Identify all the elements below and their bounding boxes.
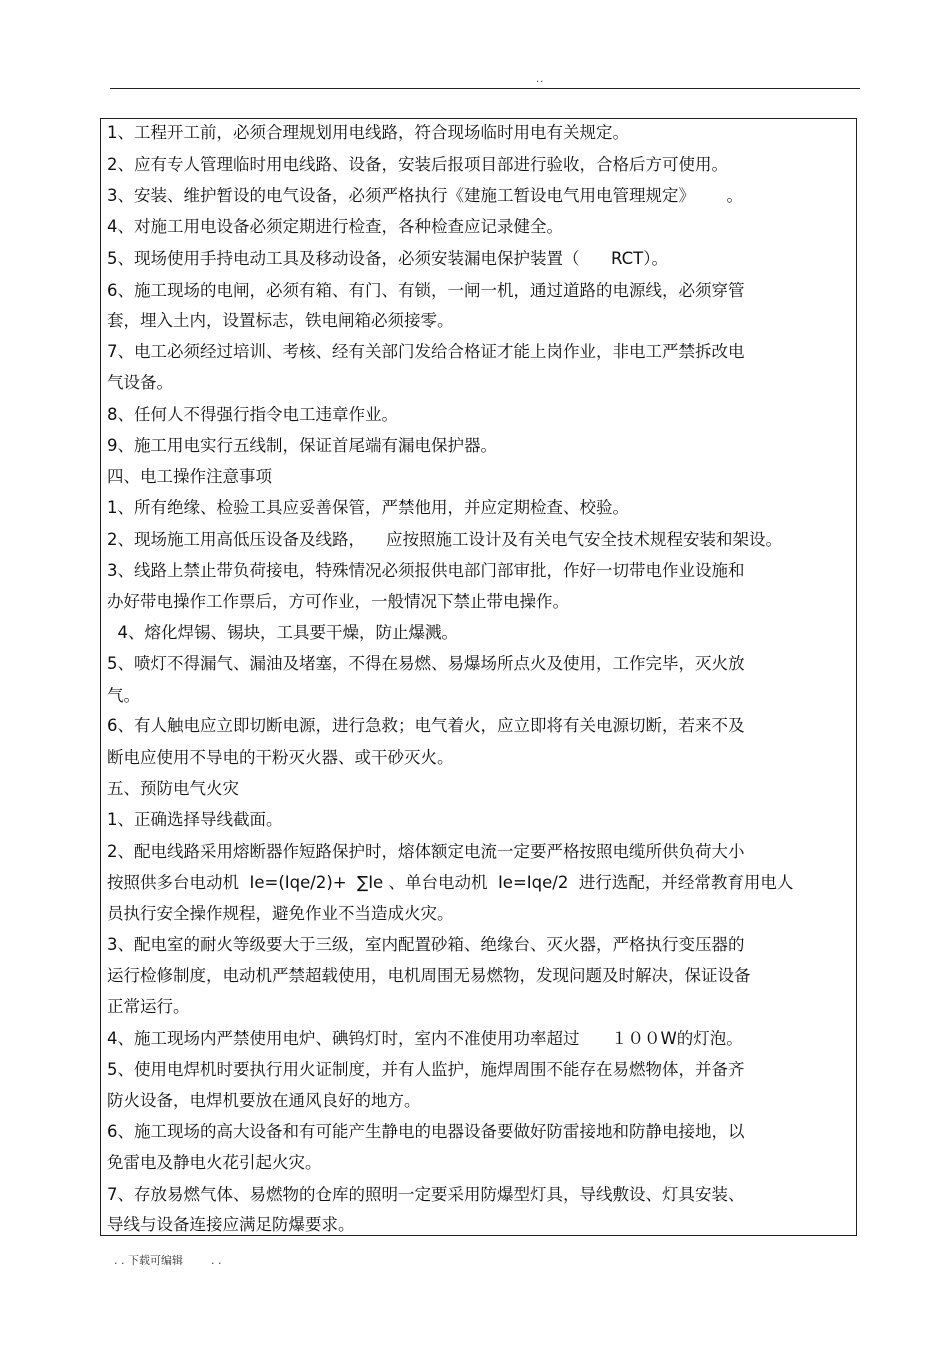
- text-line: 6、有人触电应立即切断电源，进行急救；电气着火，应立即将有关电源切断，若来不及: [107, 716, 745, 735]
- section-heading: 四、电工操作注意事项: [107, 467, 272, 486]
- text-line: 按照供多台电动机 Ie=(Iqe/2)+ ∑Ie 、单台电动机 Ie=Iqe/2 进行选配，并经常教育用电人: [107, 873, 794, 892]
- text-line: 防火设备，电焊机要放在通风良好的地方。: [107, 1091, 421, 1110]
- text-line: 2、应有专人管理临时用电线路、设备，安装后报项目部进行验收，合格后方可使用。: [107, 155, 728, 174]
- text-line: 气。: [107, 686, 140, 705]
- text-line: 1、所有绝缘、检验工具应妥善保管，严禁他用，并应定期检查、校验。: [107, 498, 629, 517]
- text-line: 4、熔化焊锡、锡块，工具要干燥，防止爆溅。: [107, 623, 458, 642]
- text-line: 3、配电室的耐火等级要大于三级，室内配置砂箱、绝缘台、灭火器，严格执行变压器的: [107, 935, 745, 954]
- text-line: 正常运行。: [107, 997, 190, 1016]
- text-line: 2、配电线路采用熔断器作短路保护时，熔体额定电流一定要严格按照电缆所供负荷大小: [107, 842, 745, 861]
- text-line: 1、工程开工前，必须合理规划用电线路，符合现场临时用电有关规定。: [107, 123, 629, 142]
- text-line: 气设备。: [107, 373, 173, 392]
- text-line: 套，埋入土内，设置标志，铁电闸箱必须接零。: [107, 311, 454, 330]
- text-line: 办好带电操作工作票后，方可作业，一般情况下禁止带电操作。: [107, 592, 569, 611]
- text-line: 5、使用电焊机时要执行用火证制度，并有人监护，施焊周围不能存在易燃物体，并备齐: [107, 1060, 745, 1079]
- text-line: 3、安装、维护暂设的电气设备，必须严格执行《建施工暂设电气用电管理规定》 。: [107, 186, 743, 205]
- text-line: 员执行安全操作规程，避免作业不当造成火灾。: [107, 904, 454, 923]
- text-line: 3、线路上禁止带负荷接电，特殊情况必须报供电部门部审批，作好一切带电作业设施和: [107, 561, 745, 580]
- text-line: 5、喷灯不得漏气、漏油及堵塞，不得在易燃、易爆场所点火及使用，工作完毕，灭火放: [107, 654, 745, 673]
- header-rule: [110, 88, 860, 89]
- text-line: 8、任何人不得强行指令电工违章作业。: [107, 405, 398, 424]
- section-heading: 五、预防电气火灾: [107, 779, 239, 798]
- header-mark: ..: [536, 74, 545, 85]
- text-line: 7、电工必须经过培训、考核、经有关部门发给合格证才能上岗作业，非电工严禁拆改电: [107, 342, 745, 361]
- text-line: 2、现场施工用高低压设备及线路， 应按照施工设计及有关电气安全技术规程安装和架设。: [107, 530, 782, 549]
- footer-note: . . 下载可编辑 . .: [114, 1254, 222, 1267]
- text-line: 运行检修制度，电动机严禁超载使用，电机周围无易燃物，发现问题及时解决，保证设备: [107, 966, 751, 985]
- text-line: 6、施工现场的电闸，必须有箱、有门、有锁，一闸一机，通过道路的电源线，必须穿管: [107, 281, 745, 300]
- text-line: 9、施工用电实行五线制，保证首尾端有漏电保护器。: [107, 436, 497, 455]
- text-line: 免雷电及静电火花引起火灾。: [107, 1153, 322, 1172]
- text-line: 4、对施工用电设备必须定期进行检查，各种检查应记录健全。: [107, 217, 563, 236]
- text-line: 6、施工现场的高大设备和有可能产生静电的电器设备要做好防雷接地和防静电接地，以: [107, 1122, 745, 1141]
- text-line: 4、施工现场内严禁使用电炉、碘钨灯时，室内不准使用功率超过 １００W的灯泡。: [107, 1029, 743, 1048]
- text-line: 导线与设备连接应满足防爆要求。: [107, 1215, 355, 1234]
- text-line: 5、现场使用手持电动工具及移动设备，必须安装漏电保护装置（ RCT）。: [107, 249, 668, 268]
- text-line: 1、正确选择导线截面。: [107, 810, 283, 829]
- text-line: 7、存放易燃气体、易燃物的仓库的照明一定要采用防爆型灯具，导线敷设、灯具安装、: [107, 1185, 745, 1204]
- text-line: 断电应使用不导电的干粉灭火器、或干砂灭火。: [107, 748, 454, 767]
